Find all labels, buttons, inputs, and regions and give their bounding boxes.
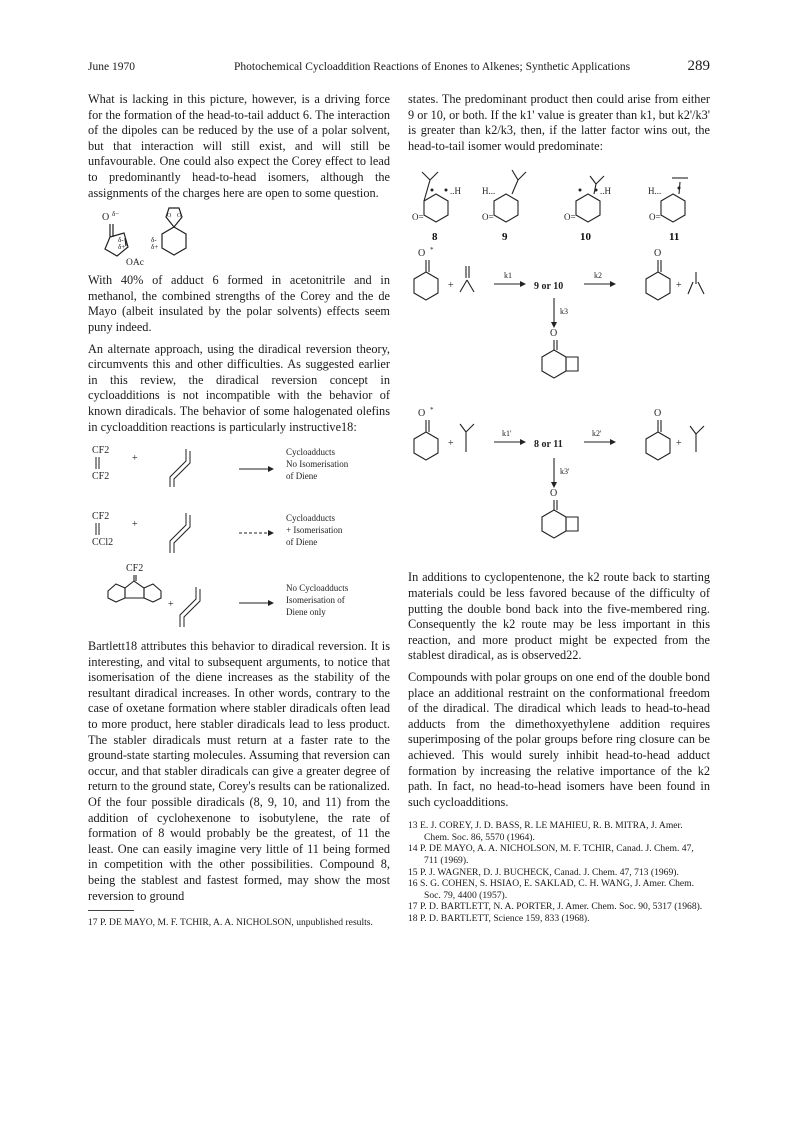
- plus-1: +: [448, 280, 454, 292]
- plus-3: +: [448, 438, 454, 450]
- footnote-16: 16 S. G. COHEN, S. HSIAO, E. SAKLAD, C. H. WANG, J. Amer. Chem. Soc. 79, 4400 (1957).: [408, 878, 695, 901]
- svg-text:O: O: [654, 248, 662, 260]
- row1-reagent-top: CF2: [92, 445, 110, 457]
- page-number: 289: [687, 58, 710, 74]
- right-column: [408, 92, 710, 925]
- row3-result-3: Diene only: [286, 607, 326, 618]
- diradical-label-11: 11: [669, 231, 680, 243]
- svg-text:O=: O=: [482, 212, 494, 223]
- halogenated-olefin-scheme: [88, 441, 390, 631]
- svg-text:H...: H...: [648, 186, 662, 197]
- svg-text:O=: O=: [649, 212, 661, 223]
- dipole-structures-figure: [88, 207, 390, 269]
- footnote-15: 15 P. J. WAGNER, D. J. BUCHECK, Canad. J. Chem. 47, 713 (1969).: [408, 866, 679, 878]
- svg-text:O: O: [550, 328, 558, 340]
- footnote-14: 14 P. DE MAYO, A. A. NICHOLSON, M. F. TCHIR, Canad. J. Chem. 47, 711 (1969).: [408, 843, 694, 867]
- k3-prime-label: k3': [560, 467, 570, 477]
- footnote-list: [408, 820, 710, 924]
- svg-text:O=: O=: [412, 212, 424, 223]
- left-footnote: 17 P. DE MAYO, M. F. TCHIR, A. A. NICHOLSON, unpublished results.: [88, 917, 373, 929]
- row1-result-2: No Isomerisation: [286, 459, 349, 470]
- row2-result-3: of Diene: [286, 537, 318, 548]
- row2-result-2: + Isomerisation: [286, 525, 343, 536]
- left-paragraph-2: With 40% of adduct 6 formed in acetonitrile and in methanol, the combined strengths of the Corey and the de Mayo (albeit insulated by the polar solvents) effects seem puny indeed.: [88, 273, 390, 334]
- mid-product-1: 9 or 10: [534, 281, 564, 293]
- row2-reagent-bottom: CCl2: [92, 537, 114, 549]
- svg-text:+: +: [168, 599, 174, 611]
- diradical-label-10: 10: [580, 231, 591, 243]
- right-paragraph-3: Compounds with polar groups on one end of the double bond place an additional restraint on the conformational freedom of the diradical. The diradical which leads to head-to-head adducts from the dimethoxyethylene addition requires superimposing of the polar groups before ring closure can be achieved. This would surely inhibit head-to-head adduct formation by increasing the relative importance of the k2 path. In fact, no head-to-head isomers have been found in such cycloadditions.: [408, 669, 710, 809]
- mid-product-2: 8 or 11: [534, 439, 563, 451]
- svg-text:δ-: δ-: [151, 236, 157, 245]
- svg-text:*: *: [430, 246, 434, 255]
- svg-text:O: O: [102, 212, 110, 224]
- left-paragraph-1: What is lacking in this picture, however, is a driving force for the formation of the head-to-tail adduct 6. The interaction of the dipoles can be reduced by the use of a polar solvent, but that interaction will still exist, and will still be unfavourable. One could also expect the Corey effect to lead to predominantly head-to-head isomers, although the assignments of the charges here are open to some question.: [88, 92, 390, 200]
- svg-text:H...: H...: [482, 186, 496, 197]
- svg-text:O: O: [550, 488, 558, 500]
- k1-label: k1: [504, 271, 512, 281]
- issue-date: June 1970: [88, 61, 135, 73]
- footnote-17: 17 P. D. BARTLETT, N. A. PORTER, J. Amer. Chem. Soc. 90, 5317 (1968).: [408, 901, 703, 913]
- svg-text:+: +: [132, 453, 138, 465]
- svg-text:δ-: δ-: [118, 236, 124, 245]
- svg-text:O: O: [418, 248, 426, 260]
- left-paragraph-3: An alternate approach, using the diradical reversion theory, circumvents this and other difficulties. As suggested earlier in this review, the diradical reversion concept in cycloadditions is not incompatible with the behavior of known diradicals. The behavior of some halogenated olefins in cycloaddition reactions is particularly instructive18:: [88, 341, 390, 434]
- svg-text:O: O: [167, 213, 172, 220]
- journal-title: Photochemical Cycloaddition Reactions of Enones to Alkenes; Synthetic Applications: [234, 61, 631, 73]
- row3-result-2: Isomerisation of: [286, 595, 345, 606]
- left-column: [88, 92, 390, 929]
- row1-result-3: of Diene: [286, 471, 318, 482]
- oac-label: OAc: [126, 258, 144, 269]
- row2-result-1: Cycloadducts: [286, 513, 335, 524]
- footnote-13: 13 E. J. COREY, J. D. BASS, R. LE MAHIEU, R. B. MITRA, J. Amer. Chem. Soc. 86, 5570 (1964).: [408, 820, 683, 843]
- row3-reagent-top: CF2: [126, 563, 144, 575]
- svg-text:..H: ..H: [600, 186, 611, 197]
- row3-result-1: No Cycloadducts: [286, 583, 349, 594]
- svg-text:..H: ..H: [450, 186, 461, 197]
- plus-4: +: [676, 438, 682, 450]
- k2-label: k2: [594, 271, 602, 281]
- diradical-label-9: 9: [502, 231, 508, 243]
- svg-text:δ−: δ−: [112, 210, 120, 219]
- left-paragraph-4: Bartlett18 attributes this behavior to diradical reversion. It is interesting, and vital to subsequent arguments, to notice that isomerisation of the diene increases as the stability of the resultant diradical increases. In other words, contrary to the case of oxetane formation where stabler diradicals often lead to more product, here stabler diradicals lead to less product. The stabler diradicals must return at a faster rate to the ground-state starting molecules. Assuming that reversion can occur, and that stabler diradicals can give a greater degree of return to the ground state, Corey's results can be rationalized. Of the four possible diradicals (8, 9, 10, and 11) from the addition of cyclohexenone to isobutylene, the rate of formation of 8 would probably be the greatest, of 11 the least. One can easily imagine very little of 11 being formed in competition with the other possibilities. Compound 8, being the stablest and fastest formed, may show the most reversion to ground: [88, 639, 390, 903]
- diradical-structures-figure: [408, 160, 710, 242]
- svg-text:δ+: δ+: [118, 243, 126, 252]
- svg-text:O: O: [654, 408, 662, 420]
- svg-text:δ+: δ+: [151, 243, 159, 252]
- plus-2: +: [676, 280, 682, 292]
- svg-text:*: *: [430, 406, 434, 415]
- svg-text:O: O: [418, 408, 426, 420]
- running-head: [88, 58, 710, 78]
- right-paragraph-1: states. The predominant product then could arise from either 9 or 10, or both. If the k1' value is greater than k1, but k2'/k3' is greater than k2/k3, then, if the latter factor wins out, the head-to-tail isomer would predominate:: [408, 92, 710, 153]
- footnote-rule: [88, 910, 134, 911]
- k2-prime-label: k2': [592, 429, 602, 439]
- right-paragraph-2: In additions to cyclopentenone, the k2 route back to starting materials could be less favored because of the difficulty of putting the double bond back into the five-membered ring. Consequently the k2 route may be less important in this reaction, and more product might be expected from the stablest diradical, as is observed22.: [408, 570, 710, 663]
- diradical-label-8: 8: [432, 231, 438, 243]
- k1-prime-label: k1': [502, 429, 512, 439]
- svg-text:O: O: [177, 213, 182, 220]
- svg-text:O=: O=: [564, 212, 576, 223]
- kinetic-scheme-figure: [408, 242, 710, 564]
- k3-label: k3: [560, 307, 568, 317]
- row1-result-1: Cycloadducts: [286, 447, 335, 458]
- footnote-18: 18 P. D. BARTLETT, Science 159, 833 (1968).: [408, 913, 590, 925]
- row1-reagent-bottom: CF2: [92, 471, 110, 483]
- row2-reagent-top: CF2: [92, 511, 110, 523]
- svg-text:+: +: [132, 519, 138, 531]
